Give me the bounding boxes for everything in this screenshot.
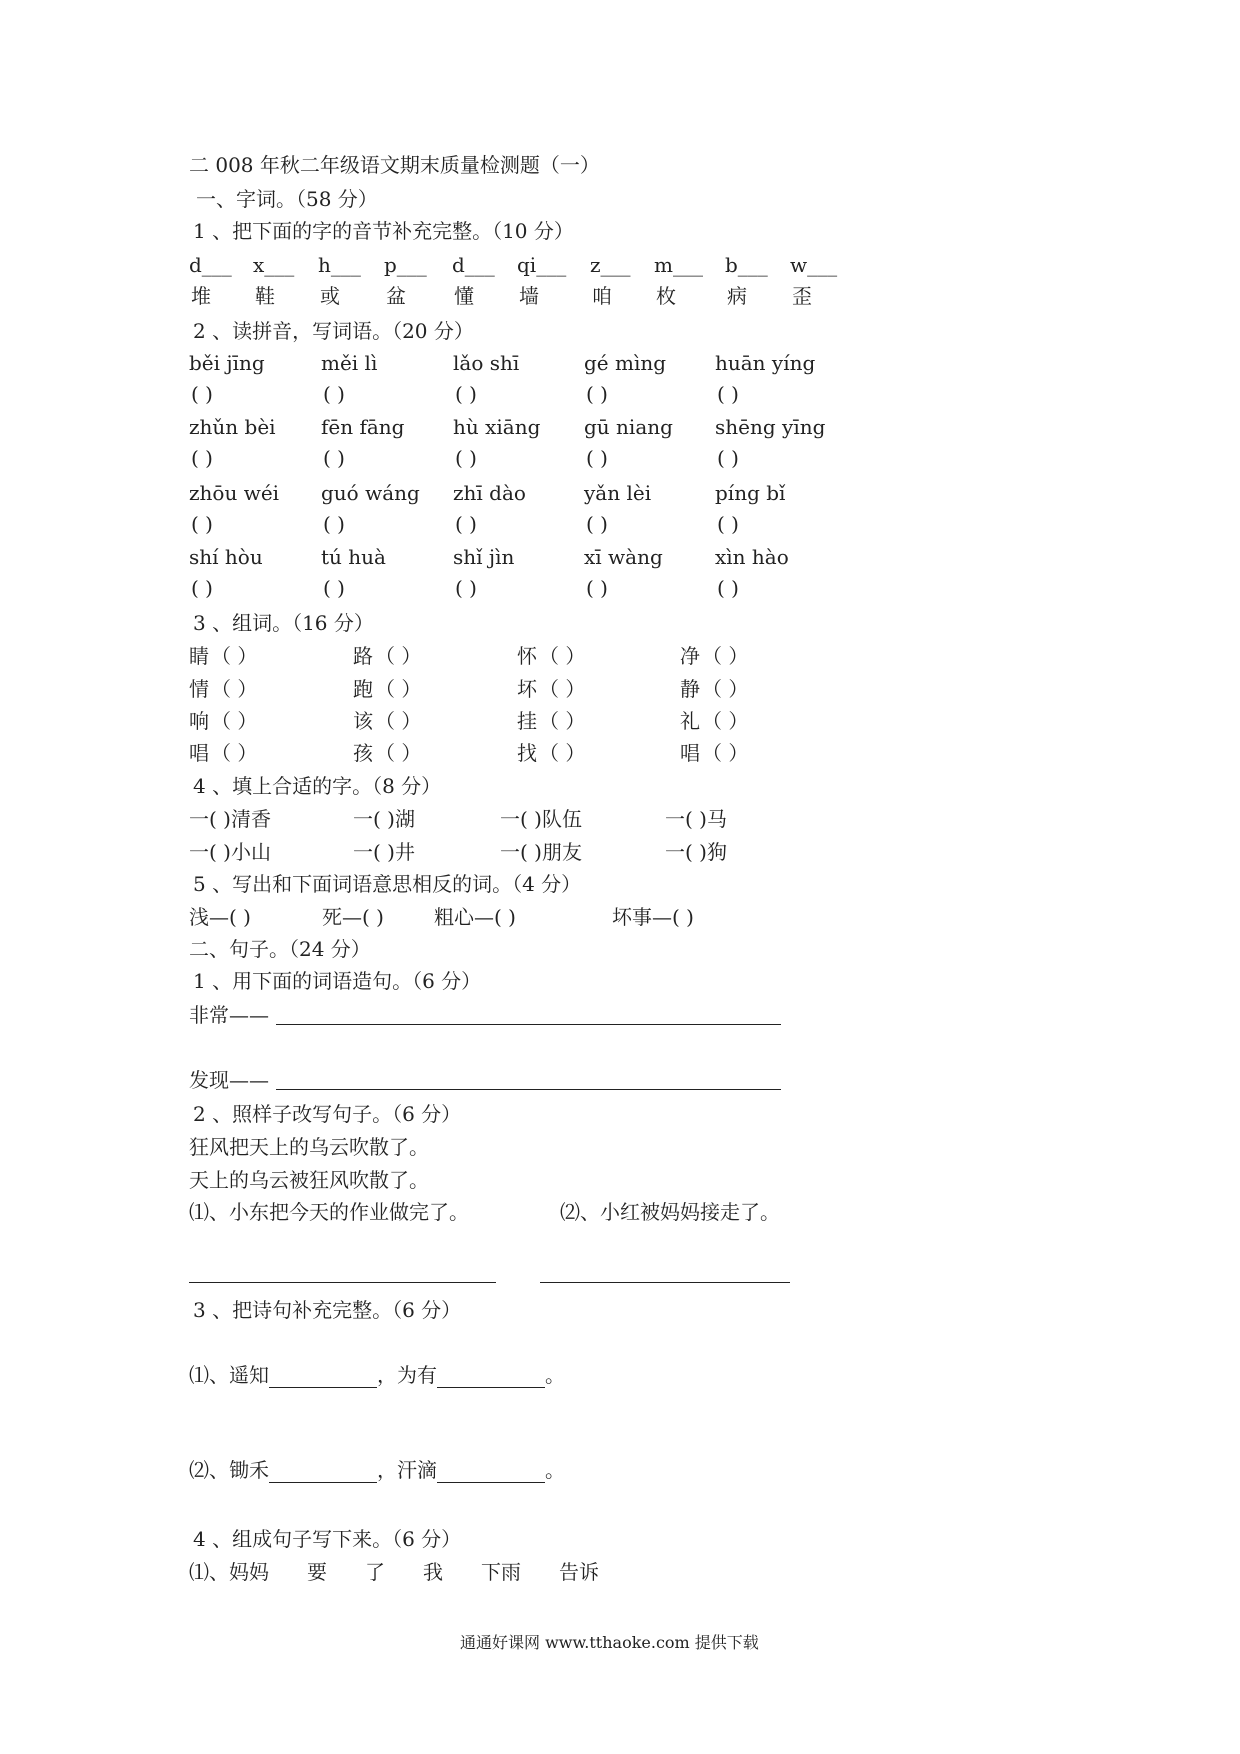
- character: 响: [189, 709, 209, 733]
- answer-blank: （ ）: [375, 741, 422, 765]
- character: 挂: [517, 709, 537, 733]
- pinyin-prompt: guó wáng: [321, 481, 420, 505]
- sentence-item: ⑴、小东把今天的作业做完了。: [189, 1200, 469, 1224]
- scramble-word: 我: [423, 1560, 443, 1584]
- answer-blank: （ ）: [211, 644, 258, 668]
- character: 路: [353, 644, 373, 668]
- answer-blank: （ ）: [702, 709, 749, 733]
- answer-blank: ( ): [717, 382, 739, 406]
- answer-line: [189, 1282, 496, 1283]
- pinyin-prompt: gé mìng: [584, 351, 667, 375]
- answer-blank: ( ): [323, 576, 345, 600]
- example-sentence: 狂风把天上的乌云吹散了。: [189, 1135, 429, 1159]
- answer-blank: （ ）: [211, 677, 258, 701]
- antonym-item: 粗心—( ): [434, 905, 516, 929]
- pinyin-prompt: shǐ jìn: [453, 545, 515, 569]
- answer-blank: （ ）: [375, 677, 422, 701]
- answer-blank: （ ）: [211, 741, 258, 765]
- question-heading: 3 、组词。（16 分）: [193, 611, 374, 635]
- character: 枚: [656, 284, 676, 308]
- fill-blank-item: 一( )湖: [353, 807, 415, 831]
- scramble-word: 下雨: [481, 1560, 521, 1584]
- syllable-blank: d___: [452, 253, 495, 277]
- scramble-word: 告诉: [559, 1560, 599, 1584]
- answer-blank: ( ): [717, 576, 739, 600]
- question-heading: 1 、用下面的词语造句。（6 分）: [193, 969, 482, 993]
- pinyin-prompt: zhǔn bèi: [189, 415, 276, 439]
- answer-blank: ( ): [191, 382, 213, 406]
- fill-blank-item: 一( )清香: [189, 807, 271, 831]
- character: 该: [353, 709, 373, 733]
- pinyin-prompt: běi jīng: [189, 351, 265, 375]
- character: 怀: [517, 644, 537, 668]
- character: 鞋: [255, 284, 275, 308]
- example-sentence: 天上的乌云被狂风吹散了。: [189, 1168, 429, 1192]
- pinyin-prompt: xī wàng: [584, 545, 663, 569]
- sentence-item: ⑵、小红被妈妈接走了。: [560, 1200, 780, 1224]
- answer-blank: ( ): [586, 576, 608, 600]
- pinyin-prompt: yǎn lèi: [584, 481, 652, 505]
- poem-line: ⑴、遥知 ，为有 。: [189, 1363, 565, 1387]
- pinyin-prompt: tú huà: [321, 545, 386, 569]
- character: 或: [320, 284, 340, 308]
- antonym-item: 坏事—( ): [612, 905, 694, 929]
- answer-blank: ( ): [455, 382, 477, 406]
- character: 情: [189, 677, 209, 701]
- poem-line: ⑵、锄禾 ，汗滴 。: [189, 1458, 565, 1482]
- question-heading: 4 、组成句子写下来。（6 分）: [193, 1527, 462, 1551]
- answer-blank: （ ）: [539, 677, 586, 701]
- answer-blank: ( ): [717, 446, 739, 470]
- syllable-blank: d___: [189, 253, 232, 277]
- question-heading: 1 、把下面的字的音节补充完整。（10 分）: [193, 219, 574, 243]
- answer-line: [276, 1089, 781, 1090]
- answer-blank: ( ): [191, 512, 213, 536]
- pinyin-prompt: hù xiāng: [453, 415, 541, 439]
- question-heading: 5 、写出和下面词语意思相反的词。（4 分）: [193, 872, 582, 896]
- syllable-blank: z___: [590, 253, 631, 277]
- pinyin-prompt: píng bǐ: [715, 481, 786, 505]
- question-heading: 4 、填上合适的字。（8 分）: [193, 774, 442, 798]
- pinyin-prompt: fēn fāng: [321, 415, 405, 439]
- character: 咱: [592, 284, 612, 308]
- syllable-blank: m___: [654, 253, 703, 277]
- antonym-item: 死—( ): [322, 905, 384, 929]
- character: 病: [727, 284, 747, 308]
- syllable-blank: w___: [790, 253, 838, 277]
- answer-blank: ( ): [323, 512, 345, 536]
- answer-blank: ( ): [717, 512, 739, 536]
- answer-blank: ( ): [586, 446, 608, 470]
- character: 坏: [517, 677, 537, 701]
- question-heading: 3 、把诗句补充完整。（6 分）: [193, 1298, 462, 1322]
- fill-blank-item: 一( )小山: [189, 840, 271, 864]
- antonym-item: 浅—( ): [189, 905, 251, 929]
- answer-blank: ( ): [586, 382, 608, 406]
- pinyin-prompt: měi lì: [321, 351, 378, 375]
- question-heading: 2 、照样子改写句子。（6 分）: [193, 1102, 462, 1126]
- syllable-blank: h___: [318, 253, 361, 277]
- character: 净: [680, 644, 700, 668]
- answer-blank: （ ）: [211, 709, 258, 733]
- syllable-blank: b___: [725, 253, 768, 277]
- answer-line: [276, 1024, 781, 1025]
- answer-blank: （ ）: [375, 644, 422, 668]
- pinyin-prompt: shí hòu: [189, 545, 263, 569]
- answer-blank: ( ): [455, 446, 477, 470]
- answer-blank: ( ): [455, 512, 477, 536]
- syllable-blank: p___: [384, 253, 427, 277]
- answer-blank: ( ): [191, 446, 213, 470]
- character: 跑: [353, 677, 373, 701]
- answer-blank: （ ）: [702, 741, 749, 765]
- fill-blank-item: 一( )马: [665, 807, 727, 831]
- character: 静: [680, 677, 700, 701]
- pinyin-prompt: xìn hào: [715, 545, 789, 569]
- sentence-prompt: 非常——: [189, 1003, 269, 1027]
- character: 唱: [680, 741, 700, 765]
- character: 唱: [189, 741, 209, 765]
- pinyin-prompt: shēng yīng: [715, 415, 826, 439]
- syllable-blank: x___: [253, 253, 295, 277]
- character: 找: [517, 741, 537, 765]
- question-heading: 2 、读拼音，写词语。（20 分）: [193, 319, 474, 343]
- word-scramble: ⑴、妈妈 要 了 我 下雨 告诉: [189, 1560, 599, 1584]
- character: 墙: [519, 284, 539, 308]
- pinyin-prompt: gū niang: [584, 415, 673, 439]
- pinyin-prompt: huān yíng: [715, 351, 816, 375]
- answer-blank: （ ）: [539, 709, 586, 733]
- scramble-word: 了: [365, 1560, 385, 1584]
- fill-blank-item: 一( )狗: [665, 840, 727, 864]
- answer-blank: ( ): [191, 576, 213, 600]
- fill-blank-item: 一( )队伍: [500, 807, 582, 831]
- character: 孩: [353, 741, 373, 765]
- pinyin-prompt: lǎo shī: [453, 351, 520, 375]
- footer-credit: 通通好课网 www.tthaoke.com 提供下载: [460, 1633, 759, 1652]
- answer-line: [540, 1282, 790, 1283]
- page-title: 二 008 年秋二年级语文期末质量检测题（一）: [189, 153, 600, 177]
- answer-blank: （ ）: [539, 741, 586, 765]
- answer-blank: ( ): [323, 446, 345, 470]
- sentence-prompt: 发现——: [189, 1068, 269, 1092]
- fill-blank-item: 一( )井: [353, 840, 415, 864]
- character: 歪: [792, 284, 812, 308]
- character: 盆: [386, 284, 406, 308]
- section-heading: 二、句子。（24 分）: [189, 937, 371, 961]
- answer-blank: ( ): [455, 576, 477, 600]
- character: 懂: [454, 284, 474, 308]
- syllable-blank: qi___: [517, 253, 567, 277]
- character: 堆: [191, 284, 211, 308]
- fill-blank-item: 一( )朋友: [500, 840, 582, 864]
- answer-blank: （ ）: [539, 644, 586, 668]
- answer-blank: （ ）: [702, 677, 749, 701]
- answer-blank: ( ): [586, 512, 608, 536]
- answer-blank: ( ): [323, 382, 345, 406]
- scramble-word: 要: [307, 1560, 327, 1584]
- answer-blank: （ ）: [702, 644, 749, 668]
- pinyin-prompt: zhōu wéi: [189, 481, 280, 505]
- section-heading: 一、字词。（58 分）: [196, 187, 378, 211]
- pinyin-prompt: zhī dào: [453, 481, 526, 505]
- scramble-word: 妈妈: [229, 1560, 269, 1584]
- character: 礼: [680, 709, 700, 733]
- character: 睛: [189, 644, 209, 668]
- answer-blank: （ ）: [375, 709, 422, 733]
